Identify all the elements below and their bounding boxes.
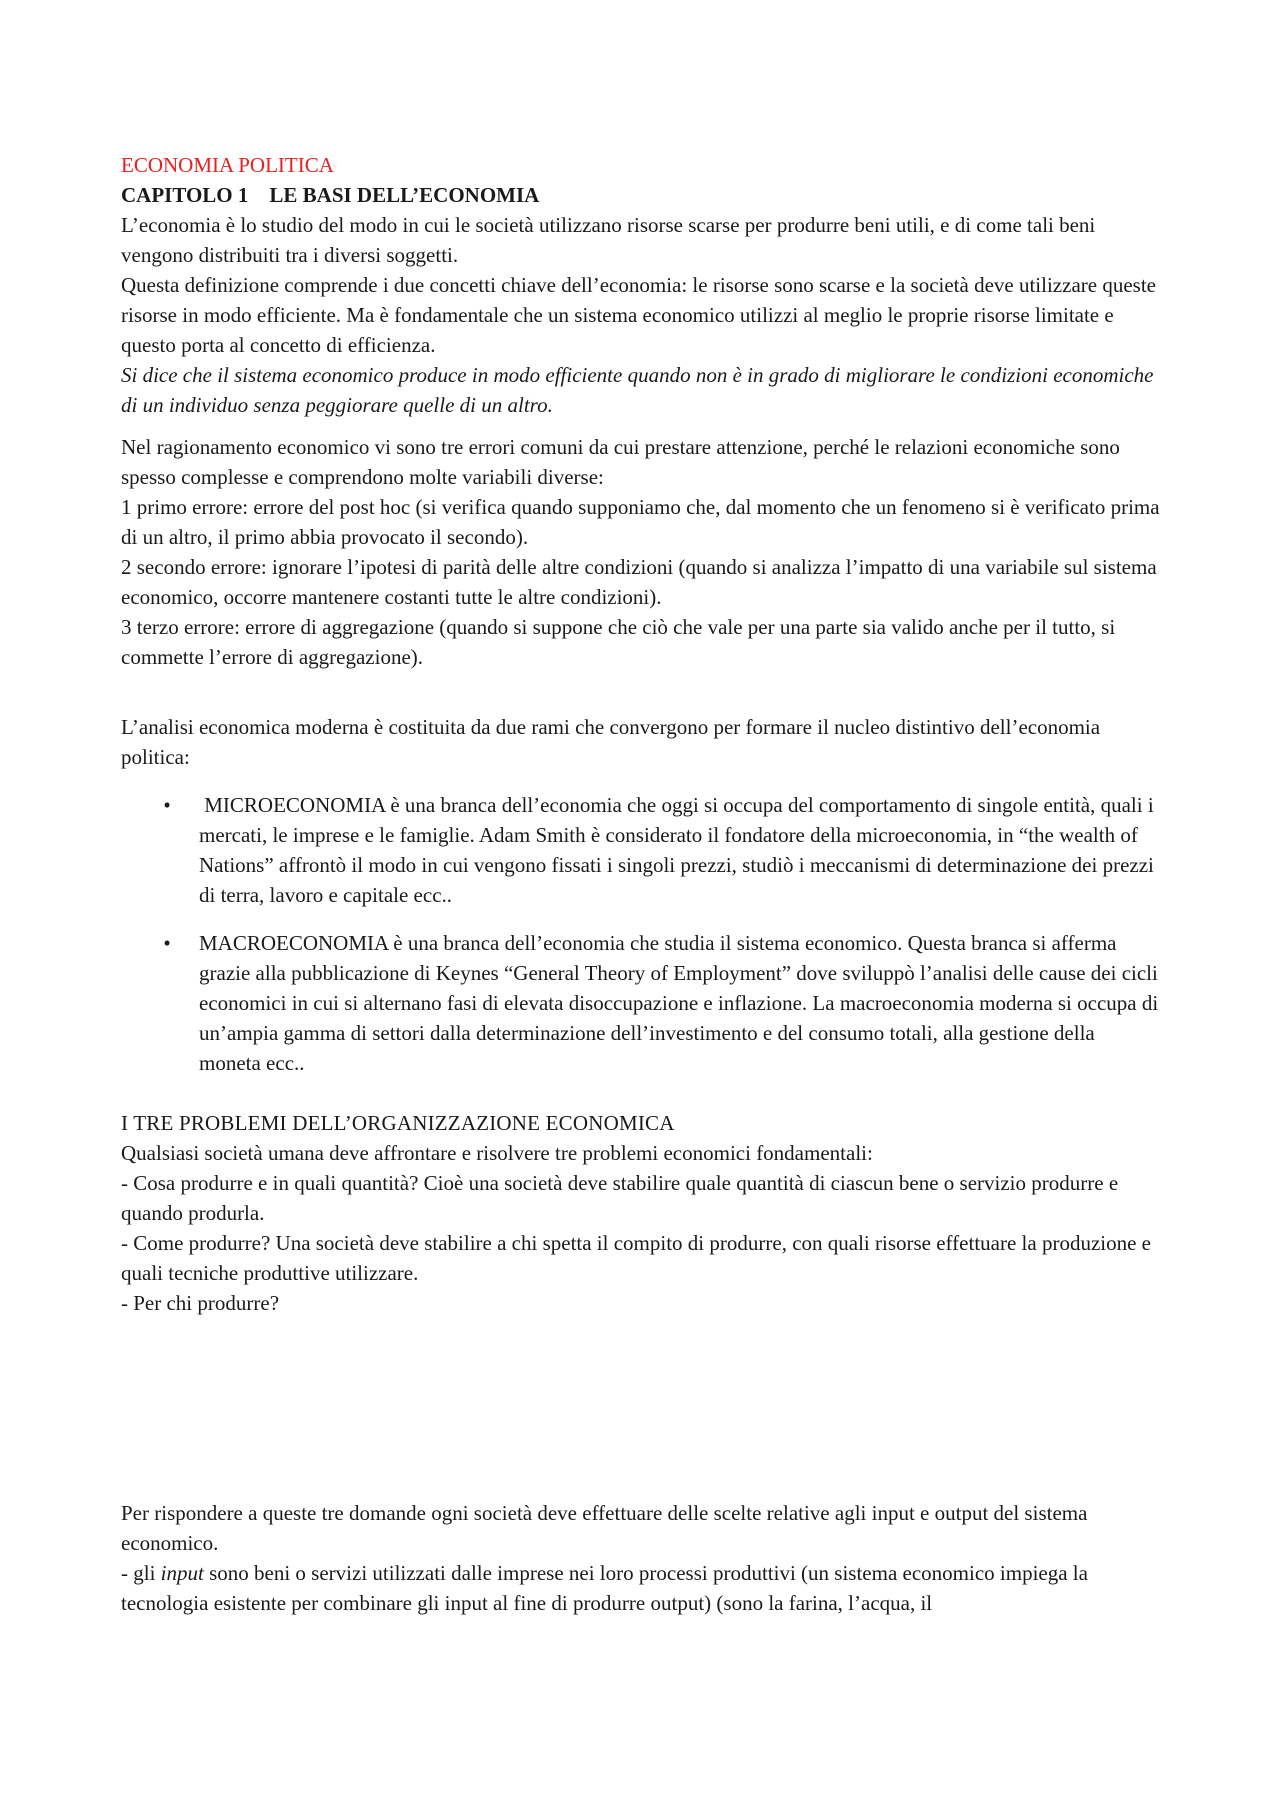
- branches-list: [121, 790, 1161, 1078]
- chapter-heading: CAPITOLO 1 LE BASI DELL’ECONOMIA: [121, 183, 540, 207]
- bullet-icon: •: [163, 931, 171, 955]
- input-definition-text: sono beni o servizi utilizzati dalle imprese nei loro processi produttivi (un sistema economico impiega la tecnologia esistente per combinare gli input al fine di produrre output) (sono la farina, l’acqua, il: [121, 1561, 1088, 1615]
- spacer: [121, 772, 1161, 790]
- input-term: input: [160, 1561, 204, 1585]
- error-1: 1 primo errore: errore del post hoc (si verifica quando supponiamo che, dal momento che un fenomeno si è verificato prima di un altro, il primo abbia provocato il secondo).: [121, 495, 1160, 549]
- input-definition: [121, 1558, 1161, 1618]
- bullet-icon: •: [163, 793, 171, 817]
- list-item-microeconomia: [121, 790, 1161, 910]
- efficiency-definition: Si dice che il sistema economico produce in modo efficiente quando non è in grado di migliorare le condizioni economiche di un individuo senza peggiorare quelle di un altro.: [121, 363, 1154, 417]
- document-title: ECONOMIA POLITICA: [121, 153, 334, 177]
- problems-intro: Qualsiasi società umana deve affrontare e risolvere tre problemi economici fondamentali:: [121, 1141, 873, 1165]
- spacer: [121, 1096, 1161, 1108]
- microeconomia-text: MICROECONOMIA è una branca dell’economia che oggi si occupa del comportamento di singole entità, quali i mercati, le imprese e le famiglie. Adam Smith è considerato il fondatore della microeconomia, in “the wealth of Nations” affrontò il modo in cui vengono fissati i singoli prezzi, studiò i meccanismi di determinazione dei prezzi di terra, lavoro e capitale ecc..: [199, 793, 1160, 907]
- macroeconomia-text: MACROECONOMIA è una branca dell’economia che studia il sistema economico. Questa branca si afferma grazie alla pubblicazione di Keynes “General Theory of Employment” dove sviluppò l’analisi delle cause dei cicli economici in cui si alternano fasi di elevata disoccupazione e inflazione. La macroeconomia moderna si occupa di un’ampia gamma di settori dalla determinazione dell’investimento e del consumo totali, alla gestione della moneta ecc..: [199, 931, 1159, 1075]
- document-content: [121, 150, 1161, 1618]
- list-item-macroeconomia: [121, 928, 1161, 1078]
- error-3: 3 terzo errore: errore di aggregazione (quando si suppone che ciò che vale per una parte sia valido anche per il tutto, si commette l’errore di aggregazione).: [121, 615, 1116, 669]
- spacer: [121, 1318, 1161, 1498]
- errors-intro: Nel ragionamento economico vi sono tre errori comuni da cui prestare attenzione, perché le relazioni economiche sono spesso complesse e comprendono molte variabili diverse:: [121, 435, 1120, 489]
- error-2: 2 secondo errore: ignorare l’ipotesi di parità delle altre condizioni (quando si analizza l’impatto di una variabile sul sistema economico, occorre mantenere costanti tutte le altre condizioni).: [121, 555, 1157, 609]
- problem-for-whom: - Per chi produrre?: [121, 1291, 280, 1315]
- input-prefix: - gli: [121, 1561, 161, 1585]
- intro-paragraph-definition: L’economia è lo studio del modo in cui le società utilizzano risorse scarse per produrre beni utili, e di come tali beni vengono distribuiti tra i diversi soggetti.: [121, 213, 1096, 267]
- input-output-intro: Per rispondere a queste tre domande ogni società deve effettuare delle scelte relative agli input e output del sistema economico.: [121, 1501, 1088, 1555]
- analysis-intro: L’analisi economica moderna è costituita da due rami che convergono per formare il nucleo distintivo dell’economia politica:: [121, 715, 1101, 769]
- spacer: [121, 420, 1161, 432]
- spacer: [121, 672, 1161, 712]
- problems-section-title: I TRE PROBLEMI DELL’ORGANIZZAZIONE ECONOMICA: [121, 1111, 675, 1135]
- problem-how: - Come produrre? Una società deve stabilire a chi spetta il compito di produrre, con quali risorse effettuare la produzione e quali tecniche produttive utilizzare.: [121, 1231, 1151, 1285]
- problem-what: - Cosa produrre e in quali quantità? Cioè una società deve stabilire quale quantità di ciascun bene o servizio produrre e quando produrla.: [121, 1171, 1119, 1225]
- intro-paragraph-concepts: Questa definizione comprende i due concetti chiave dell’economia: le risorse sono scarse e la società deve utilizzare queste risorse in modo efficiente. Ma è fondamentale che un sistema economico utilizzi al meglio le proprie risorse limitate e questo porta al concetto di efficienza.: [121, 273, 1156, 357]
